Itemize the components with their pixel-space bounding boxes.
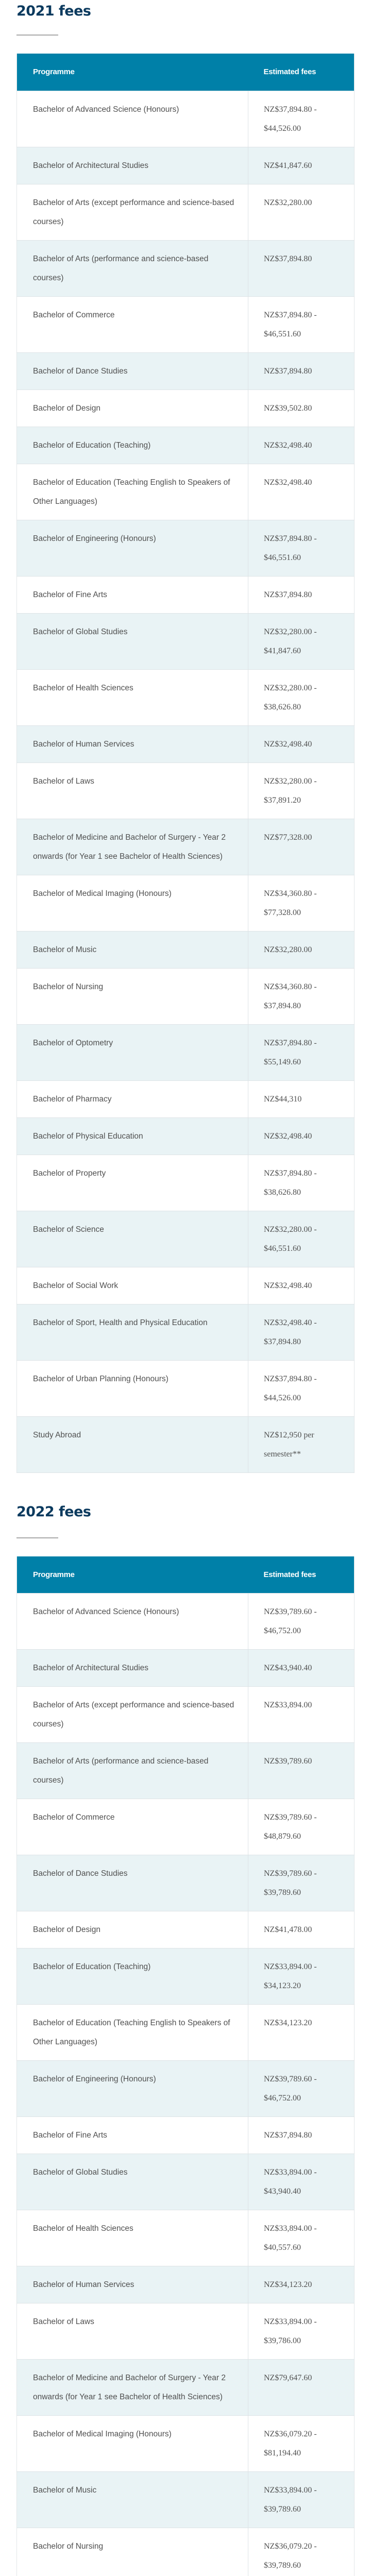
programme-cell: Bachelor of Education (Teaching)	[17, 427, 248, 464]
table-row	[17, 1650, 355, 1687]
table-row	[17, 1948, 355, 2005]
programme-cell: Bachelor of Arts (performance and science-based courses)	[17, 1743, 248, 1799]
programme-cell: Bachelor of Medicine and Bachelor of Surgery - Year 2 onwards (for Year 1 see Bachelor of Health Sciences)	[17, 2360, 248, 2416]
programme-cell: Bachelor of Laws	[17, 2303, 248, 2360]
table-row	[17, 669, 355, 725]
table-row	[17, 1594, 355, 1650]
table-row	[17, 725, 355, 762]
estimated-fee-cell: NZ$34,123.20	[248, 2005, 355, 2061]
table-row	[17, 613, 355, 669]
table-row	[17, 968, 355, 1024]
programme-cell: Bachelor of Dance Studies	[17, 1855, 248, 1911]
estimated-fee-cell: NZ$43,940.40	[248, 1650, 355, 1687]
table-header-row	[17, 54, 355, 91]
fees-table-2021	[16, 54, 355, 1473]
estimated-fee-cell: NZ$32,498.40	[248, 1117, 355, 1155]
table-row	[17, 819, 355, 875]
programme-cell: Bachelor of Architectural Studies	[17, 147, 248, 184]
table-row	[17, 2005, 355, 2061]
table-row	[17, 1687, 355, 1743]
estimated-fee-cell: NZ$32,280.00 - $38,626.80	[248, 669, 355, 725]
programme-cell: Bachelor of Medical Imaging (Honours)	[17, 875, 248, 931]
estimated-fee-cell: NZ$37,894.80 - $44,526.00	[248, 91, 355, 147]
programme-cell: Bachelor of Physical Education	[17, 1117, 248, 1155]
programme-cell: Bachelor of Global Studies	[17, 2154, 248, 2210]
table-row	[17, 352, 355, 389]
table-row	[17, 2266, 355, 2303]
programme-cell: Bachelor of Fine Arts	[17, 576, 248, 613]
programme-cell: Bachelor of Fine Arts	[17, 2117, 248, 2154]
estimated-fee-cell: NZ$79,647.60	[248, 2360, 355, 2416]
estimated-fee-cell: NZ$32,280.00 - $46,551.60	[248, 1211, 355, 1267]
programme-cell: Bachelor of Education (Teaching English to Speakers of Other Languages)	[17, 464, 248, 520]
programme-cell: Bachelor of Nursing	[17, 968, 248, 1024]
table-row	[17, 1080, 355, 1117]
table-row	[17, 1360, 355, 1416]
estimated-fee-cell: NZ$32,498.40	[248, 464, 355, 520]
programme-cell: Bachelor of Optometry	[17, 1024, 248, 1080]
table-row	[17, 240, 355, 296]
programme-cell: Bachelor of Architectural Studies	[17, 1650, 248, 1687]
estimated-fee-cell: NZ$39,789.60 - $46,752.00	[248, 1594, 355, 1650]
table-row	[17, 1855, 355, 1911]
table-row	[17, 2210, 355, 2266]
estimated-fee-cell: NZ$33,894.00 - $40,557.60	[248, 2210, 355, 2266]
table-row	[17, 1024, 355, 1080]
estimated-fee-cell: NZ$37,894.80	[248, 352, 355, 389]
programme-cell: Bachelor of Advanced Science (Honours)	[17, 1594, 248, 1650]
estimated-fee-cell: NZ$34,360.80 - $37,894.80	[248, 968, 355, 1024]
programme-cell: Bachelor of Engineering (Honours)	[17, 2061, 248, 2117]
programme-cell: Bachelor of Education (Teaching English to Speakers of Other Languages)	[17, 2005, 248, 2061]
estimated-fee-cell: NZ$34,360.80 - $77,328.00	[248, 875, 355, 931]
programme-cell: Bachelor of Health Sciences	[17, 2210, 248, 2266]
table-row	[17, 1267, 355, 1304]
estimated-fee-cell: NZ$33,894.00 - $43,940.40	[248, 2154, 355, 2210]
estimated-fee-cell: NZ$37,894.80 - $44,526.00	[248, 1360, 355, 1416]
table-row	[17, 1155, 355, 1211]
estimated-fee-cell: NZ$36,079.20 - $81,194.40	[248, 2416, 355, 2472]
table-row	[17, 1743, 355, 1799]
estimated-fee-cell: NZ$37,894.80 - $55,149.60	[248, 1024, 355, 1080]
estimated-fee-cell: NZ$33,894.00 - $34,123.20	[248, 1948, 355, 2005]
table-row	[17, 296, 355, 352]
estimated-fee-cell: NZ$32,498.40	[248, 427, 355, 464]
programme-cell: Bachelor of Human Services	[17, 2266, 248, 2303]
programme-cell: Bachelor of Music	[17, 931, 248, 968]
table-row	[17, 464, 355, 520]
table-row	[17, 91, 355, 147]
fees-table-2022	[16, 1556, 355, 2576]
programme-cell: Bachelor of Advanced Science (Honours)	[17, 91, 248, 147]
estimated-fee-cell: NZ$37,894.80 - $38,626.80	[248, 1155, 355, 1211]
programme-cell: Bachelor of Music	[17, 2472, 248, 2528]
fees-section-2022	[0, 1503, 371, 2576]
programme-cell: Bachelor of Engineering (Honours)	[17, 520, 248, 576]
table-row	[17, 2472, 355, 2528]
estimated-fee-cell: NZ$33,894.00	[248, 1687, 355, 1743]
estimated-fee-cell: NZ$32,498.40	[248, 1267, 355, 1304]
table-row	[17, 2154, 355, 2210]
table-row	[17, 520, 355, 576]
title-underline	[16, 1537, 58, 1538]
table-row	[17, 2416, 355, 2472]
estimated-fee-cell: NZ$37,894.80 - $46,551.60	[248, 296, 355, 352]
estimated-fee-cell: NZ$12,950 per semester**	[248, 1416, 355, 1472]
programme-cell: Bachelor of Design	[17, 389, 248, 427]
programme-cell: Study Abroad	[17, 1416, 248, 1472]
programme-cell: Bachelor of Property	[17, 1155, 248, 1211]
table-row	[17, 389, 355, 427]
table-row	[17, 1911, 355, 1948]
estimated-fee-cell: NZ$36,079.20 - $39,789.60	[248, 2528, 355, 2576]
programme-cell: Bachelor of Health Sciences	[17, 669, 248, 725]
title-underline	[16, 35, 58, 36]
estimated-fee-cell: NZ$34,123.20	[248, 2266, 355, 2303]
section-title: 2021 fees	[16, 0, 354, 21]
programme-cell: Bachelor of Medical Imaging (Honours)	[17, 2416, 248, 2472]
estimated-fee-cell: NZ$37,894.80	[248, 2117, 355, 2154]
table-row	[17, 1304, 355, 1360]
column-header-estimated-fees: Estimated fees	[248, 54, 355, 91]
table-row	[17, 931, 355, 968]
section-title: 2022 fees	[16, 1503, 354, 1523]
table-row	[17, 2061, 355, 2117]
programme-cell: Bachelor of Arts (except performance and science-based courses)	[17, 1687, 248, 1743]
programme-cell: Bachelor of Global Studies	[17, 613, 248, 669]
column-header-estimated-fees: Estimated fees	[248, 1556, 355, 1594]
estimated-fee-cell: NZ$41,478.00	[248, 1911, 355, 1948]
table-row	[17, 576, 355, 613]
estimated-fee-cell: NZ$32,280.00	[248, 184, 355, 240]
column-header-programme: Programme	[17, 1556, 248, 1594]
estimated-fee-cell: NZ$77,328.00	[248, 819, 355, 875]
table-row	[17, 1117, 355, 1155]
programme-cell: Bachelor of Social Work	[17, 1267, 248, 1304]
table-row	[17, 875, 355, 931]
estimated-fee-cell: NZ$37,894.80 - $46,551.60	[248, 520, 355, 576]
programme-cell: Bachelor of Urban Planning (Honours)	[17, 1360, 248, 1416]
programme-cell: Bachelor of Human Services	[17, 725, 248, 762]
table-row	[17, 1416, 355, 1472]
programme-cell: Bachelor of Medicine and Bachelor of Surgery - Year 2 onwards (for Year 1 see Bachelor of Health Sciences)	[17, 819, 248, 875]
programme-cell: Bachelor of Commerce	[17, 296, 248, 352]
estimated-fee-cell: NZ$39,789.60 - $46,752.00	[248, 2061, 355, 2117]
table-row	[17, 2528, 355, 2576]
table-row	[17, 184, 355, 240]
estimated-fee-cell: NZ$39,789.60 - $39,789.60	[248, 1855, 355, 1911]
estimated-fee-cell: NZ$32,498.40 - $37,894.80	[248, 1304, 355, 1360]
table-row	[17, 427, 355, 464]
table-row	[17, 2117, 355, 2154]
programme-cell: Bachelor of Nursing	[17, 2528, 248, 2576]
table-row	[17, 1799, 355, 1855]
programme-cell: Bachelor of Arts (performance and science-based courses)	[17, 240, 248, 296]
estimated-fee-cell: NZ$33,894.00 - $39,786.00	[248, 2303, 355, 2360]
column-header-programme: Programme	[17, 54, 248, 91]
programme-cell: Bachelor of Design	[17, 1911, 248, 1948]
table-row	[17, 762, 355, 819]
estimated-fee-cell: NZ$44,310	[248, 1080, 355, 1117]
estimated-fee-cell: NZ$32,280.00 - $41,847.60	[248, 613, 355, 669]
programme-cell: Bachelor of Commerce	[17, 1799, 248, 1855]
table-row	[17, 2360, 355, 2416]
estimated-fee-cell: NZ$32,498.40	[248, 725, 355, 762]
estimated-fee-cell: NZ$41,847.60	[248, 147, 355, 184]
programme-cell: Bachelor of Sport, Health and Physical Education	[17, 1304, 248, 1360]
table-header-row	[17, 1556, 355, 1594]
estimated-fee-cell: NZ$32,280.00	[248, 931, 355, 968]
estimated-fee-cell: NZ$39,789.60	[248, 1743, 355, 1799]
programme-cell: Bachelor of Pharmacy	[17, 1080, 248, 1117]
programme-cell: Bachelor of Science	[17, 1211, 248, 1267]
table-row	[17, 147, 355, 184]
estimated-fee-cell: NZ$37,894.80	[248, 240, 355, 296]
table-row	[17, 2303, 355, 2360]
estimated-fee-cell: NZ$33,894.00 - $39,789.60	[248, 2472, 355, 2528]
programme-cell: Bachelor of Education (Teaching)	[17, 1948, 248, 2005]
programme-cell: Bachelor of Dance Studies	[17, 352, 248, 389]
estimated-fee-cell: NZ$39,789.60 - $48,879.60	[248, 1799, 355, 1855]
programme-cell: Bachelor of Laws	[17, 762, 248, 819]
table-row	[17, 1211, 355, 1267]
estimated-fee-cell: NZ$32,280.00 - $37,891.20	[248, 762, 355, 819]
programme-cell: Bachelor of Arts (except performance and science-based courses)	[17, 184, 248, 240]
estimated-fee-cell: NZ$37,894.80	[248, 576, 355, 613]
estimated-fee-cell: NZ$39,502.80	[248, 389, 355, 427]
